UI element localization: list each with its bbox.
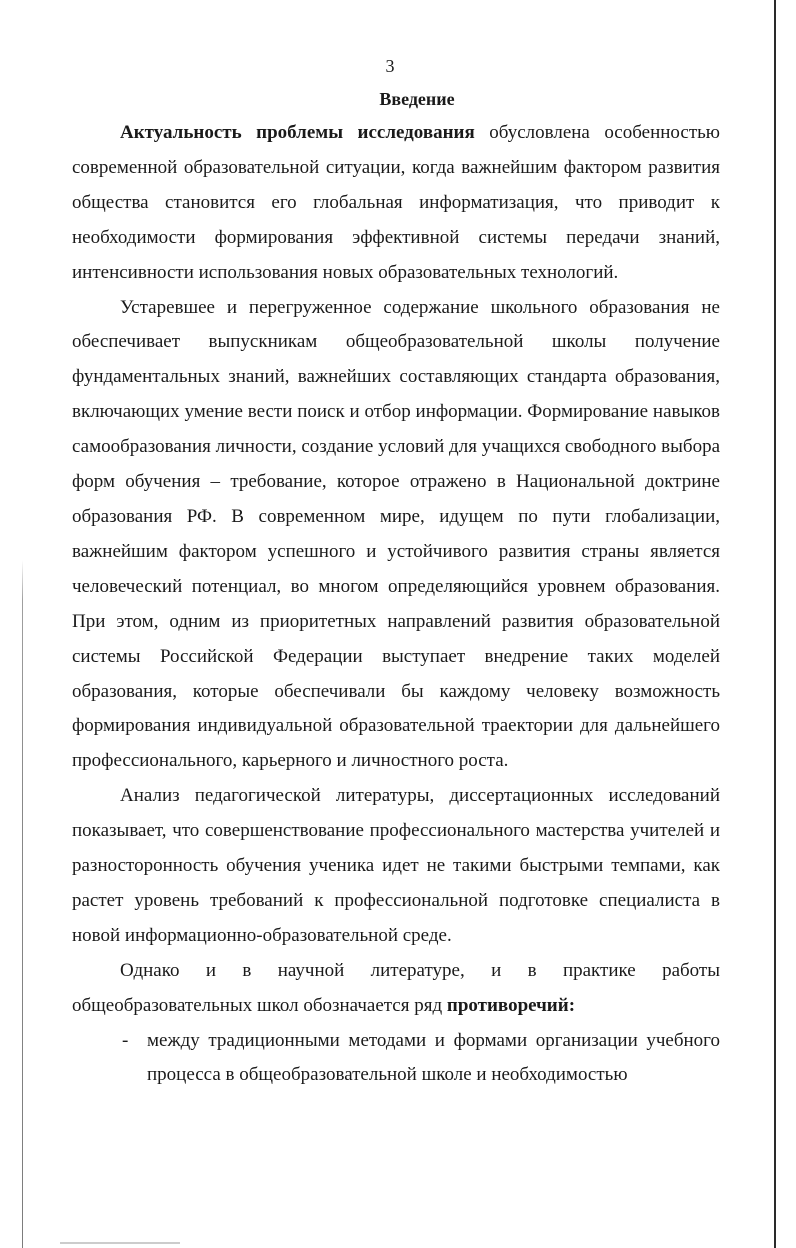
contradictions-bold: противоречий: (446, 994, 576, 1016)
bullet-marker: - (122, 1029, 129, 1051)
section-title: Введение (379, 89, 455, 109)
list-item-text: между традиционными методами и формами организации учебного процесса в общеобразовательной школе и необходимостью (147, 1029, 720, 1086)
paragraph-analysis: Анализ педагогической литературы, диссертационных исследований показывает, что совершенствование профессионального мастерства учителей и разносторонность обучения ученика идет не такими быстрыми темпами, как растет уровень требований к профессиональной подготовке специалиста в новой информационно-образовательной среде. (72, 785, 720, 946)
list-item (72, 1024, 720, 1094)
paragraph-outdated-content: Устаревшее и перегруженное содержание школьного образования не обеспечивает выпускникам общеобразовательной школы получение фундаментальных знаний, важнейших составляющих стандарта образования, включающих умение вести поиск и отбор информации. Формирование навыков самообразования личности, создание условий для учащихся свободного выбора форм обучения – требование, которое отражено в Национальной доктрине образования РФ. В современном мире, идущем по пути глобализации, важнейшим фактором успешного и устойчивого развития страны является человеческий потенциал, во многом определяющийся уровнем образования. При этом, одним из приоритетных направлений развития образовательной системы Российской Федерации выступает внедрение таких моделей образования, которые обеспечивали бы каждому человеку возможность формирования индивидуальной образовательной траектории для дальнейшего профессионального, карьерного и личностного роста. (72, 296, 720, 772)
relevance-text: обусловлена особенностью современной образовательной ситуации, когда важнейшим фактором развития общества становится его глобальная информатизация, что приводит к необходимости формирования эффективной системы передачи знаний, интенсивности использования новых образовательных технологий. (72, 122, 720, 283)
page-number: 3 (385, 56, 395, 76)
paragraph-contradictions (72, 954, 720, 1024)
contradictions-text: Однако и в научной литературе, и в практике работы общеобразовательных школ обозначается ряд (72, 959, 720, 1016)
paragraph-relevance (72, 116, 720, 291)
scan-edge-left (22, 0, 23, 1248)
document-body (72, 116, 720, 1093)
relevance-lead: Актуальность проблемы исследования (120, 122, 475, 143)
scan-mark-bottom (60, 1242, 180, 1244)
scan-edge-right (774, 0, 776, 1248)
